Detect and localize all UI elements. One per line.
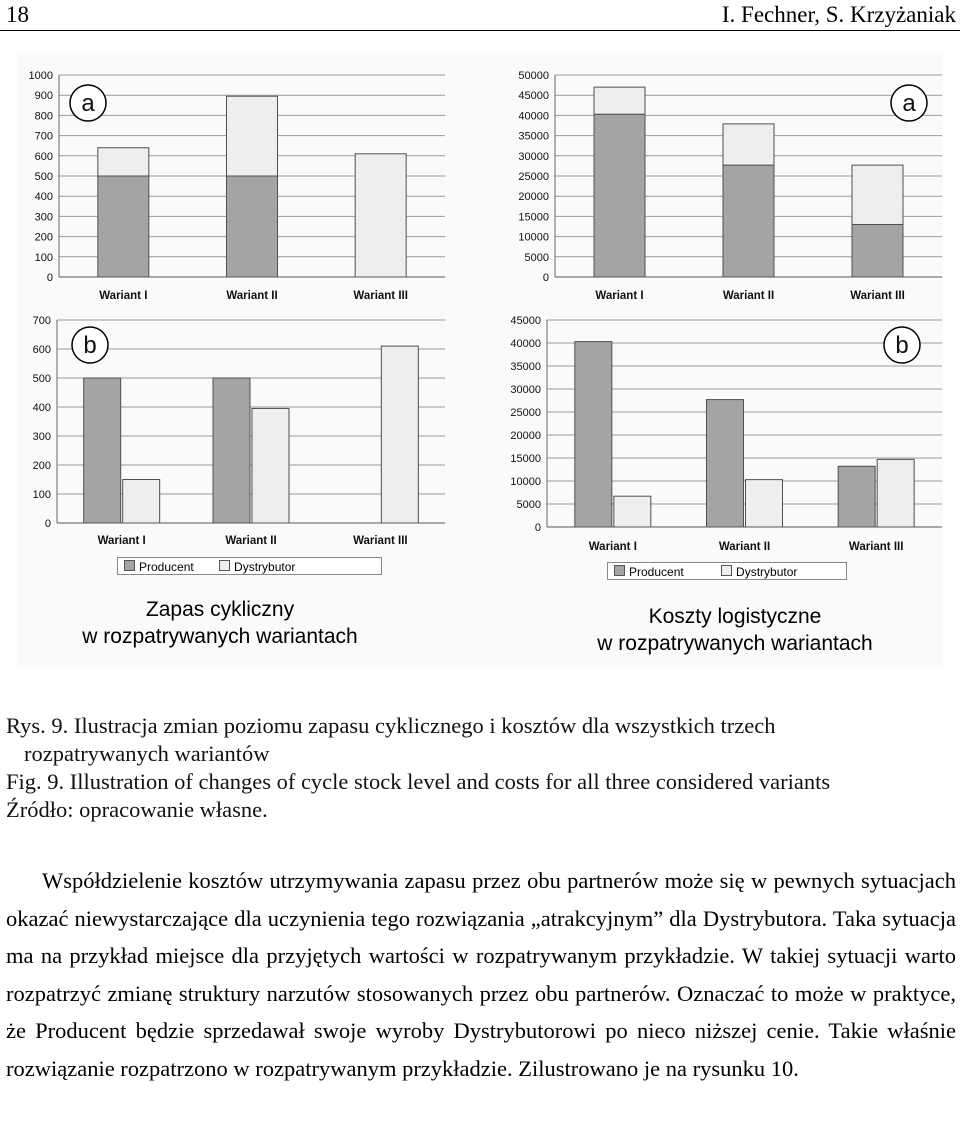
bar-dystrybutor [252,408,289,523]
y-tick-label: 700 [34,130,53,143]
bar-dystrybutor [594,87,645,114]
bar-dystrybutor [746,480,783,527]
category-label: Wariant I [595,290,644,302]
category-label: Wariant I [588,541,637,553]
panel-badge-label: a [81,90,95,117]
bar-dystrybutor [852,165,903,224]
y-tick-label: 20000 [518,191,549,204]
bar-dystrybutor [877,459,914,527]
legend-swatch-dystrybutor [219,560,230,571]
page-header [0,0,960,31]
chart-b-stock [17,308,447,553]
y-tick-label: 0 [534,522,541,534]
y-tick-label: 600 [32,344,51,356]
y-tick-label: 1000 [28,70,53,82]
caption-english: Fig. 9. Illustration of changes of cycle stock level and costs for all three considered variants [6,769,831,794]
legend-swatch-dystrybutor [721,565,732,576]
body-paragraph [6,862,956,1087]
y-tick-label: 900 [34,90,53,103]
legend-label-producent: Producent [629,564,684,579]
y-tick-label: 40000 [510,338,541,350]
y-tick-label: 0 [542,272,549,284]
y-tick-label: 35000 [518,130,549,143]
y-tick-label: 300 [32,431,51,443]
y-tick-label: 400 [32,402,51,414]
bar-producent [852,224,903,277]
category-label: Wariant II [722,290,775,302]
y-tick-label: 45000 [518,90,549,103]
bar-dystrybutor [614,496,651,527]
left-chart-title [40,596,400,650]
bar-producent [707,400,744,527]
bar-producent [838,466,875,527]
category-label: Wariant II [226,290,278,302]
bar-dystrybutor [123,480,160,524]
page-number: 18 [6,2,29,27]
bar-producent [575,342,612,527]
y-tick-label: 5000 [516,499,541,511]
legend-label-producent: Producent [139,559,194,574]
bar-dystrybutor [381,346,418,523]
y-tick-label: 25000 [518,171,549,183]
bar-dystrybutor [227,96,278,176]
legend-right [607,562,847,580]
running-head-authors: I. Fechner, S. Krzyżaniak [721,2,956,27]
paragraph-text: Współdzielenie kosztów utrzymywania zapasu przez obu partnerów może się w pewnych sytuacjach okazać niewystarczające dla uczynienia tego rozwiązania „atrakcyjnym” dla Dystrybutora. Taka sytuacja ma na przykład miejsce dla przyjętych wartości w rozpatrywanym przykładzie. W takiej sytuacji warto rozpatrzyć zmianę struktury narzutów stosowanych przez obu partnerów. Oznaczać to może w praktyce, że Producent będzie sprzedawał swoje wyroby Dystrybutorowi po nieco niższej cenie. Takie właśnie rozwiązanie rozpatrzono w rozpatrywanym przykładzie. Zilustrowano je na rysunku 10. [6,868,956,1081]
panel-badge-label: b [895,332,909,359]
y-tick-label: 50000 [518,70,549,82]
y-tick-label: 500 [32,373,51,385]
right-chart-title-line1: Koszty logistyczne [648,605,822,628]
caption-source: Źródło: opracowanie własne. [6,797,268,822]
bar-producent [594,114,645,277]
y-tick-label: 15000 [518,211,549,224]
y-tick-label: 15000 [510,453,541,465]
bar-producent [98,176,149,277]
category-label: Wariant I [99,290,148,302]
bar-producent [213,378,250,523]
category-label: Wariant III [848,541,904,553]
bar-dystrybutor [355,154,406,277]
y-tick-label: 10000 [510,476,541,488]
chart-b-costs [497,308,942,558]
y-tick-label: 300 [34,211,53,224]
y-tick-label: 30000 [510,384,541,396]
y-tick-label: 100 [32,489,51,501]
y-tick-label: 5000 [524,251,549,264]
y-tick-label: 100 [34,251,53,264]
panel-badge-label: a [902,90,916,117]
category-label: Wariant III [353,290,408,302]
caption-polish-line1: Rys. 9. Ilustracja zmian poziomu zapasu cyklicznego i kosztów dla wszystkich trzech [6,713,776,738]
y-tick-label: 0 [44,518,51,530]
y-tick-label: 10000 [518,231,549,244]
legend-swatch-producent [614,565,625,576]
y-tick-label: 20000 [510,430,541,442]
y-tick-label: 600 [34,150,53,163]
y-tick-label: 30000 [518,150,549,163]
legend-label-dystrybutor: Dystrybutor [234,559,296,574]
category-label: Wariant II [225,535,277,547]
y-tick-label: 35000 [510,361,541,373]
category-label: Wariant III [353,535,408,547]
y-tick-label: 0 [46,272,53,284]
legend-left [117,557,382,575]
right-chart-title-line2: w rozpatrywanych wariantach [597,632,873,655]
left-chart-title-line1: Zapas cykliczny [145,598,295,621]
y-tick-label: 700 [32,315,51,327]
right-chart-title [555,603,915,657]
y-tick-label: 40000 [518,110,549,123]
left-chart-title-line2: w rozpatrywanych wariantach [82,625,358,648]
bar-producent [227,176,278,277]
y-tick-label: 45000 [510,315,541,327]
bar-dystrybutor [98,148,149,176]
y-tick-label: 800 [34,110,53,123]
y-tick-label: 500 [34,171,53,183]
panel-badge-label: b [83,332,97,359]
caption-polish-line2: rozpatrywanych wariantów [24,741,270,766]
category-label: Wariant II [718,541,771,553]
y-tick-label: 200 [34,231,53,244]
y-tick-label: 200 [32,460,51,472]
y-tick-label: 400 [34,191,53,204]
chart-a-stock [17,60,447,310]
chart-a-costs [497,60,942,310]
bar-dystrybutor [723,124,774,165]
bar-producent [84,378,121,523]
figure-caption [6,712,830,824]
y-tick-label: 25000 [510,407,541,419]
category-label: Wariant III [850,290,905,302]
legend-label-dystrybutor: Dystrybutor [736,564,798,579]
bar-producent [723,165,774,277]
legend-swatch-producent [124,560,135,571]
category-label: Wariant I [97,535,146,547]
